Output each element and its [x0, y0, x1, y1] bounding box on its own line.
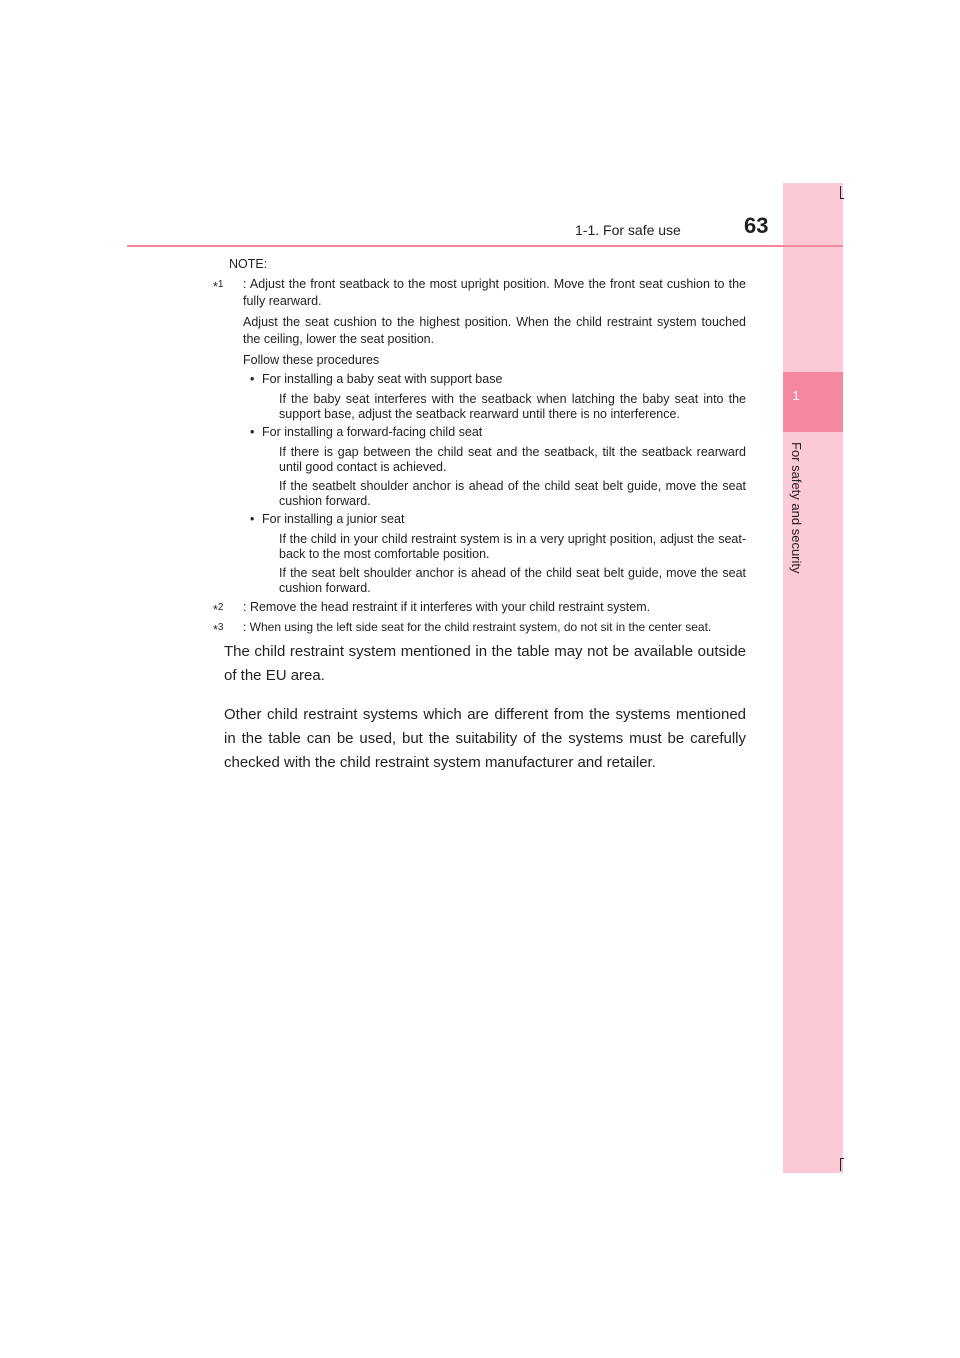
section-label: 1-1. For safe use [575, 222, 681, 238]
footnote-text: : Remove the head restraint if it interferes with your child restraint system. [243, 600, 651, 614]
page-number: 63 [744, 213, 769, 238]
footnote-text: : When using the left side seat for the child restraint system, do not sit in the center seat. [243, 620, 712, 634]
bullet-body: If the seatbelt shoulder anchor is ahead of the child seat belt guide, move the seat cushion forward. [279, 479, 746, 508]
header-rule [127, 245, 843, 247]
chapter-title: For safety and security [789, 442, 804, 574]
footnote-marker: *$^2$ [213, 602, 224, 617]
body-paragraph: Other child restraint systems which are different from the systems mentioned in the table can be used, but the suitability of the systems must be carefully checked with the child restraint system manufacturer and retailer. [224, 706, 746, 771]
bullet-body: If there is gap between the child seat and the seatback, tilt the seatback rearward until good contact is achieved. [279, 445, 746, 474]
footnote-text: Follow these procedures [243, 353, 380, 367]
bullet-body: If the child in your child restraint system is in a very upright position, adjust the seat-back to the most comfortable position. [279, 532, 746, 561]
bullet-item: • For installing a junior seat [243, 511, 746, 528]
side-strip [783, 183, 843, 1173]
note-label: NOTE: [229, 257, 268, 271]
chapter-number: 1 [792, 388, 800, 403]
footnote-1 [213, 276, 746, 596]
bullet-item: • For installing a baby seat with support base [243, 371, 746, 388]
footnote-text: Adjust the seat cushion to the highest position. When the child restraint system touched the ceiling, lower the seat position. [243, 315, 746, 346]
footnote-marker: *$^1$ [213, 279, 224, 294]
footnote-2 [213, 599, 746, 616]
bullet-body: If the baby seat interferes with the seatback when latching the baby seat into the support base, adjust the seatback rearward until there is no interference. [279, 392, 746, 421]
footnote-marker: *$^3$ [213, 622, 224, 637]
crop-mark-bottom-tick [840, 1158, 844, 1159]
page-content [213, 256, 746, 790]
bullet-item: • For installing a forward-facing child seat [243, 424, 746, 441]
bullet-title: For installing a baby seat with support base [262, 372, 503, 386]
crop-mark-top-tick [840, 198, 844, 199]
body-paragraph: The child restraint system mentioned in the table may not be available outside of the EU area. [224, 643, 746, 684]
bullet-body: If the seat belt shoulder anchor is ahead of the child seat belt guide, move the seat cushion forward. [279, 566, 746, 595]
bullet-title: For installing a forward-facing child seat [262, 425, 483, 439]
footnote-text: : Adjust the front seatback to the most upright position. Move the front seat cushion to the fully rearward. [243, 277, 746, 308]
crop-mark-bottom [840, 1158, 841, 1171]
footnote-3 [213, 619, 746, 636]
bullet-title: For installing a junior seat [262, 512, 405, 526]
